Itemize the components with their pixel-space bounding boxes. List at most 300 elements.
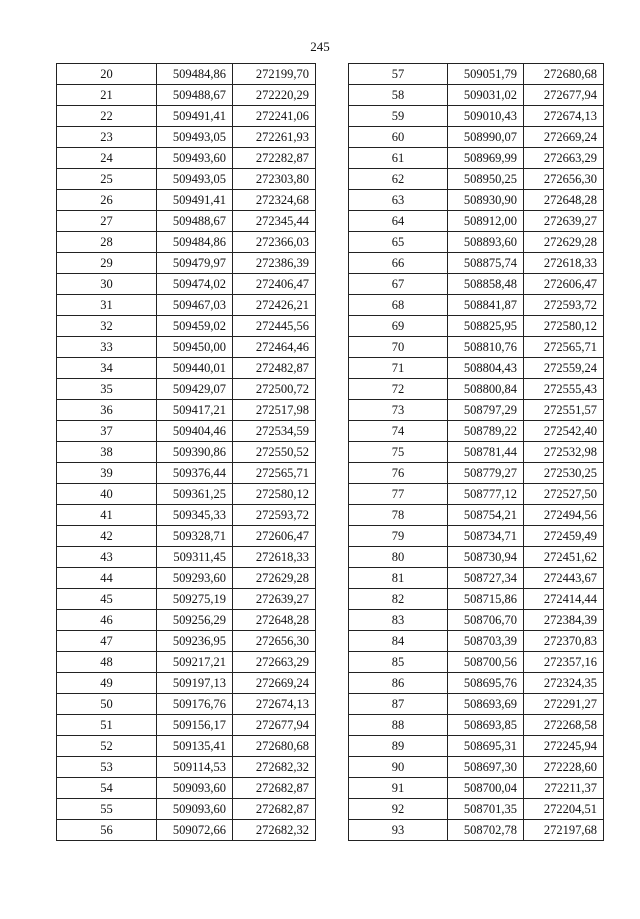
x-coordinate-cell: 508841,87 — [448, 295, 524, 316]
y-coordinate-cell: 272443,67 — [524, 568, 604, 589]
x-coordinate-cell: 509417,21 — [157, 400, 233, 421]
table-row — [57, 295, 316, 316]
y-coordinate-cell: 272451,62 — [524, 547, 604, 568]
y-coordinate-cell: 272680,68 — [524, 64, 604, 85]
y-coordinate-cell: 272268,58 — [524, 715, 604, 736]
y-coordinate-cell: 272629,28 — [524, 232, 604, 253]
point-number-cell: 68 — [349, 295, 448, 316]
x-coordinate-cell: 509072,66 — [157, 820, 233, 841]
point-number-cell: 90 — [349, 757, 448, 778]
table-row — [349, 526, 604, 547]
table-row — [57, 484, 316, 505]
y-coordinate-cell: 272580,12 — [233, 484, 316, 505]
table-row — [57, 736, 316, 757]
point-number-cell: 21 — [57, 85, 157, 106]
y-coordinate-cell: 272282,87 — [233, 148, 316, 169]
point-number-cell: 27 — [57, 211, 157, 232]
x-coordinate-cell: 508695,76 — [448, 673, 524, 694]
y-coordinate-cell: 272559,24 — [524, 358, 604, 379]
point-number-cell: 32 — [57, 316, 157, 337]
table-row — [57, 127, 316, 148]
point-number-cell: 75 — [349, 442, 448, 463]
x-coordinate-cell: 508875,74 — [448, 253, 524, 274]
point-number-cell: 47 — [57, 631, 157, 652]
point-number-cell: 65 — [349, 232, 448, 253]
point-number-cell: 79 — [349, 526, 448, 547]
table-row — [57, 673, 316, 694]
x-coordinate-cell: 509493,60 — [157, 148, 233, 169]
y-coordinate-cell: 272414,44 — [524, 589, 604, 610]
x-coordinate-cell: 509328,71 — [157, 526, 233, 547]
x-coordinate-cell: 508727,34 — [448, 568, 524, 589]
table-body — [349, 64, 604, 841]
table-row — [349, 421, 604, 442]
x-coordinate-cell: 508797,29 — [448, 400, 524, 421]
point-number-cell: 24 — [57, 148, 157, 169]
y-coordinate-cell: 272648,28 — [233, 610, 316, 631]
x-coordinate-cell: 509491,41 — [157, 106, 233, 127]
table-row — [349, 610, 604, 631]
y-coordinate-cell: 272551,57 — [524, 400, 604, 421]
table-row — [349, 652, 604, 673]
table-row — [349, 715, 604, 736]
y-coordinate-cell: 272220,29 — [233, 85, 316, 106]
point-number-cell: 89 — [349, 736, 448, 757]
x-coordinate-cell: 509176,76 — [157, 694, 233, 715]
x-coordinate-cell: 508706,70 — [448, 610, 524, 631]
y-coordinate-cell: 272669,24 — [524, 127, 604, 148]
table-row — [57, 169, 316, 190]
table-row — [57, 652, 316, 673]
x-coordinate-cell: 508730,94 — [448, 547, 524, 568]
point-number-cell: 48 — [57, 652, 157, 673]
y-coordinate-cell: 272618,33 — [233, 547, 316, 568]
point-number-cell: 84 — [349, 631, 448, 652]
table-row — [349, 568, 604, 589]
y-coordinate-cell: 272500,72 — [233, 379, 316, 400]
y-coordinate-cell: 272370,83 — [524, 631, 604, 652]
y-coordinate-cell: 272384,39 — [524, 610, 604, 631]
table-row — [57, 799, 316, 820]
table-row — [349, 127, 604, 148]
x-coordinate-cell: 508950,25 — [448, 169, 524, 190]
table-row — [57, 190, 316, 211]
table-row — [57, 421, 316, 442]
point-number-cell: 55 — [57, 799, 157, 820]
table-row — [349, 379, 604, 400]
x-coordinate-cell: 508697,30 — [448, 757, 524, 778]
y-coordinate-cell: 272445,56 — [233, 316, 316, 337]
point-number-cell: 50 — [57, 694, 157, 715]
x-coordinate-cell: 509217,21 — [157, 652, 233, 673]
y-coordinate-cell: 272204,51 — [524, 799, 604, 820]
point-number-cell: 77 — [349, 484, 448, 505]
point-number-cell: 73 — [349, 400, 448, 421]
x-coordinate-cell: 508700,56 — [448, 652, 524, 673]
table-row — [349, 400, 604, 421]
x-coordinate-cell: 508800,84 — [448, 379, 524, 400]
x-coordinate-cell: 509345,33 — [157, 505, 233, 526]
table-row — [349, 316, 604, 337]
y-coordinate-cell: 272550,52 — [233, 442, 316, 463]
x-coordinate-cell: 508693,69 — [448, 694, 524, 715]
table-row — [57, 442, 316, 463]
y-coordinate-cell: 272682,87 — [233, 799, 316, 820]
x-coordinate-cell: 509293,60 — [157, 568, 233, 589]
y-coordinate-cell: 272682,87 — [233, 778, 316, 799]
point-number-cell: 41 — [57, 505, 157, 526]
x-coordinate-cell: 509488,67 — [157, 211, 233, 232]
x-coordinate-cell: 509197,13 — [157, 673, 233, 694]
point-number-cell: 25 — [57, 169, 157, 190]
point-number-cell: 78 — [349, 505, 448, 526]
y-coordinate-cell: 272669,24 — [233, 673, 316, 694]
y-coordinate-cell: 272303,80 — [233, 169, 316, 190]
table-row — [57, 232, 316, 253]
point-number-cell: 37 — [57, 421, 157, 442]
table-row — [349, 274, 604, 295]
table-row — [57, 631, 316, 652]
x-coordinate-cell: 509493,05 — [157, 127, 233, 148]
x-coordinate-cell: 509256,29 — [157, 610, 233, 631]
y-coordinate-cell: 272542,40 — [524, 421, 604, 442]
x-coordinate-cell: 509484,86 — [157, 64, 233, 85]
table-row — [57, 316, 316, 337]
point-number-cell: 81 — [349, 568, 448, 589]
point-number-cell: 42 — [57, 526, 157, 547]
table-row — [57, 610, 316, 631]
point-number-cell: 30 — [57, 274, 157, 295]
point-number-cell: 49 — [57, 673, 157, 694]
x-coordinate-cell: 509135,41 — [157, 736, 233, 757]
table-row — [57, 253, 316, 274]
table-row — [57, 337, 316, 358]
y-coordinate-cell: 272324,68 — [233, 190, 316, 211]
table-row — [349, 106, 604, 127]
x-coordinate-cell: 509236,95 — [157, 631, 233, 652]
table-row — [349, 64, 604, 85]
y-coordinate-cell: 272366,03 — [233, 232, 316, 253]
table-body — [57, 64, 316, 841]
table-row — [57, 505, 316, 526]
point-number-cell: 33 — [57, 337, 157, 358]
table-row — [349, 358, 604, 379]
table-row — [349, 169, 604, 190]
y-coordinate-cell: 272228,60 — [524, 757, 604, 778]
x-coordinate-cell: 508912,00 — [448, 211, 524, 232]
table-row — [349, 820, 604, 841]
y-coordinate-cell: 272494,56 — [524, 505, 604, 526]
table-row — [349, 694, 604, 715]
x-coordinate-cell: 509361,25 — [157, 484, 233, 505]
x-coordinate-cell: 508695,31 — [448, 736, 524, 757]
table-row — [349, 799, 604, 820]
y-coordinate-cell: 272534,59 — [233, 421, 316, 442]
x-coordinate-cell: 509440,01 — [157, 358, 233, 379]
point-number-cell: 88 — [349, 715, 448, 736]
x-coordinate-cell: 509467,03 — [157, 295, 233, 316]
table-row — [57, 778, 316, 799]
x-coordinate-cell: 509474,02 — [157, 274, 233, 295]
table-row — [349, 253, 604, 274]
table-row — [349, 148, 604, 169]
table-row — [57, 211, 316, 232]
x-coordinate-cell: 509376,44 — [157, 463, 233, 484]
y-coordinate-cell: 272682,32 — [233, 820, 316, 841]
point-number-cell: 93 — [349, 820, 448, 841]
y-coordinate-cell: 272565,71 — [233, 463, 316, 484]
y-coordinate-cell: 272426,21 — [233, 295, 316, 316]
coordinates-table-left — [56, 63, 316, 841]
table-row — [57, 547, 316, 568]
table-row — [349, 463, 604, 484]
point-number-cell: 82 — [349, 589, 448, 610]
y-coordinate-cell: 272618,33 — [524, 253, 604, 274]
table-row — [349, 442, 604, 463]
y-coordinate-cell: 272639,27 — [233, 589, 316, 610]
table-row — [349, 589, 604, 610]
x-coordinate-cell: 508777,12 — [448, 484, 524, 505]
point-number-cell: 63 — [349, 190, 448, 211]
table-row — [57, 400, 316, 421]
point-number-cell: 23 — [57, 127, 157, 148]
point-number-cell: 45 — [57, 589, 157, 610]
x-coordinate-cell: 509031,02 — [448, 85, 524, 106]
table-row — [349, 778, 604, 799]
x-coordinate-cell: 509156,17 — [157, 715, 233, 736]
x-coordinate-cell: 509311,45 — [157, 547, 233, 568]
x-coordinate-cell: 509275,19 — [157, 589, 233, 610]
point-number-cell: 54 — [57, 778, 157, 799]
x-coordinate-cell: 508825,95 — [448, 316, 524, 337]
y-coordinate-cell: 272261,93 — [233, 127, 316, 148]
point-number-cell: 62 — [349, 169, 448, 190]
x-coordinate-cell: 509484,86 — [157, 232, 233, 253]
table-row — [349, 211, 604, 232]
point-number-cell: 34 — [57, 358, 157, 379]
point-number-cell: 80 — [349, 547, 448, 568]
table-row — [57, 379, 316, 400]
x-coordinate-cell: 508734,71 — [448, 526, 524, 547]
y-coordinate-cell: 272629,28 — [233, 568, 316, 589]
y-coordinate-cell: 272674,13 — [233, 694, 316, 715]
x-coordinate-cell: 509450,00 — [157, 337, 233, 358]
table-row — [57, 148, 316, 169]
y-coordinate-cell: 272674,13 — [524, 106, 604, 127]
table-row — [57, 589, 316, 610]
x-coordinate-cell: 509010,43 — [448, 106, 524, 127]
point-number-cell: 46 — [57, 610, 157, 631]
y-coordinate-cell: 272656,30 — [233, 631, 316, 652]
point-number-cell: 26 — [57, 190, 157, 211]
y-coordinate-cell: 272639,27 — [524, 211, 604, 232]
point-number-cell: 53 — [57, 757, 157, 778]
page-number: 245 — [310, 39, 330, 54]
point-number-cell: 70 — [349, 337, 448, 358]
point-number-cell: 29 — [57, 253, 157, 274]
point-number-cell: 92 — [349, 799, 448, 820]
x-coordinate-cell: 508858,48 — [448, 274, 524, 295]
point-number-cell: 83 — [349, 610, 448, 631]
point-number-cell: 52 — [57, 736, 157, 757]
y-coordinate-cell: 272680,68 — [233, 736, 316, 757]
table-row — [349, 85, 604, 106]
x-coordinate-cell: 509093,60 — [157, 799, 233, 820]
table-row — [349, 190, 604, 211]
table-row — [57, 715, 316, 736]
point-number-cell: 66 — [349, 253, 448, 274]
point-number-cell: 85 — [349, 652, 448, 673]
table-row — [57, 274, 316, 295]
x-coordinate-cell: 508789,22 — [448, 421, 524, 442]
x-coordinate-cell: 509479,97 — [157, 253, 233, 274]
point-number-cell: 60 — [349, 127, 448, 148]
x-coordinate-cell: 509429,07 — [157, 379, 233, 400]
x-coordinate-cell: 508810,76 — [448, 337, 524, 358]
x-coordinate-cell: 508703,39 — [448, 631, 524, 652]
y-coordinate-cell: 272606,47 — [233, 526, 316, 547]
point-number-cell: 87 — [349, 694, 448, 715]
point-number-cell: 57 — [349, 64, 448, 85]
point-number-cell: 74 — [349, 421, 448, 442]
table-row — [57, 85, 316, 106]
point-number-cell: 67 — [349, 274, 448, 295]
x-coordinate-cell: 509488,67 — [157, 85, 233, 106]
y-coordinate-cell: 272464,46 — [233, 337, 316, 358]
y-coordinate-cell: 272241,06 — [233, 106, 316, 127]
x-coordinate-cell: 509390,86 — [157, 442, 233, 463]
point-number-cell: 35 — [57, 379, 157, 400]
y-coordinate-cell: 272677,94 — [233, 715, 316, 736]
y-coordinate-cell: 272291,27 — [524, 694, 604, 715]
table-row — [57, 568, 316, 589]
point-number-cell: 72 — [349, 379, 448, 400]
point-number-cell: 71 — [349, 358, 448, 379]
y-coordinate-cell: 272648,28 — [524, 190, 604, 211]
x-coordinate-cell: 508779,27 — [448, 463, 524, 484]
x-coordinate-cell: 509493,05 — [157, 169, 233, 190]
table-row — [57, 694, 316, 715]
x-coordinate-cell: 509093,60 — [157, 778, 233, 799]
point-number-cell: 91 — [349, 778, 448, 799]
y-coordinate-cell: 272565,71 — [524, 337, 604, 358]
point-number-cell: 43 — [57, 547, 157, 568]
point-number-cell: 69 — [349, 316, 448, 337]
point-number-cell: 64 — [349, 211, 448, 232]
y-coordinate-cell: 272677,94 — [524, 85, 604, 106]
x-coordinate-cell: 509491,41 — [157, 190, 233, 211]
point-number-cell: 36 — [57, 400, 157, 421]
point-number-cell: 76 — [349, 463, 448, 484]
x-coordinate-cell: 508693,85 — [448, 715, 524, 736]
point-number-cell: 61 — [349, 148, 448, 169]
table-row — [57, 358, 316, 379]
point-number-cell: 56 — [57, 820, 157, 841]
table-row — [349, 295, 604, 316]
y-coordinate-cell: 272532,98 — [524, 442, 604, 463]
table-row — [349, 673, 604, 694]
y-coordinate-cell: 272386,39 — [233, 253, 316, 274]
y-coordinate-cell: 272656,30 — [524, 169, 604, 190]
point-number-cell: 44 — [57, 568, 157, 589]
table-row — [57, 526, 316, 547]
point-number-cell: 58 — [349, 85, 448, 106]
y-coordinate-cell: 272517,98 — [233, 400, 316, 421]
x-coordinate-cell: 508701,35 — [448, 799, 524, 820]
point-number-cell: 51 — [57, 715, 157, 736]
table-row — [57, 757, 316, 778]
y-coordinate-cell: 272606,47 — [524, 274, 604, 295]
point-number-cell: 20 — [57, 64, 157, 85]
point-number-cell: 22 — [57, 106, 157, 127]
y-coordinate-cell: 272406,47 — [233, 274, 316, 295]
x-coordinate-cell: 508754,21 — [448, 505, 524, 526]
x-coordinate-cell: 508781,44 — [448, 442, 524, 463]
table-row — [349, 337, 604, 358]
point-number-cell: 28 — [57, 232, 157, 253]
coordinates-table-right — [348, 63, 604, 841]
table-row — [349, 631, 604, 652]
x-coordinate-cell: 508804,43 — [448, 358, 524, 379]
y-coordinate-cell: 272459,49 — [524, 526, 604, 547]
x-coordinate-cell: 508930,90 — [448, 190, 524, 211]
y-coordinate-cell: 272530,25 — [524, 463, 604, 484]
y-coordinate-cell: 272197,68 — [524, 820, 604, 841]
x-coordinate-cell: 509404,46 — [157, 421, 233, 442]
x-coordinate-cell: 508990,07 — [448, 127, 524, 148]
point-number-cell: 59 — [349, 106, 448, 127]
y-coordinate-cell: 272682,32 — [233, 757, 316, 778]
table-row — [349, 757, 604, 778]
point-number-cell: 38 — [57, 442, 157, 463]
y-coordinate-cell: 272324,35 — [524, 673, 604, 694]
x-coordinate-cell: 508893,60 — [448, 232, 524, 253]
y-coordinate-cell: 272527,50 — [524, 484, 604, 505]
y-coordinate-cell: 272663,29 — [524, 148, 604, 169]
y-coordinate-cell: 272345,44 — [233, 211, 316, 232]
y-coordinate-cell: 272482,87 — [233, 358, 316, 379]
table-row — [57, 64, 316, 85]
point-number-cell: 31 — [57, 295, 157, 316]
table-row — [349, 547, 604, 568]
x-coordinate-cell: 509051,79 — [448, 64, 524, 85]
x-coordinate-cell: 508702,78 — [448, 820, 524, 841]
y-coordinate-cell: 272580,12 — [524, 316, 604, 337]
x-coordinate-cell: 508969,99 — [448, 148, 524, 169]
table-row — [349, 484, 604, 505]
table-row — [57, 463, 316, 484]
point-number-cell: 86 — [349, 673, 448, 694]
y-coordinate-cell: 272357,16 — [524, 652, 604, 673]
y-coordinate-cell: 272593,72 — [233, 505, 316, 526]
table-row — [349, 505, 604, 526]
y-coordinate-cell: 272199,70 — [233, 64, 316, 85]
x-coordinate-cell: 509114,53 — [157, 757, 233, 778]
point-number-cell: 39 — [57, 463, 157, 484]
y-coordinate-cell: 272211,37 — [524, 778, 604, 799]
table-row — [57, 820, 316, 841]
x-coordinate-cell: 508700,04 — [448, 778, 524, 799]
y-coordinate-cell: 272245,94 — [524, 736, 604, 757]
y-coordinate-cell: 272555,43 — [524, 379, 604, 400]
x-coordinate-cell: 508715,86 — [448, 589, 524, 610]
point-number-cell: 40 — [57, 484, 157, 505]
y-coordinate-cell: 272663,29 — [233, 652, 316, 673]
table-row — [349, 736, 604, 757]
x-coordinate-cell: 509459,02 — [157, 316, 233, 337]
table-row — [349, 232, 604, 253]
table-row — [57, 106, 316, 127]
